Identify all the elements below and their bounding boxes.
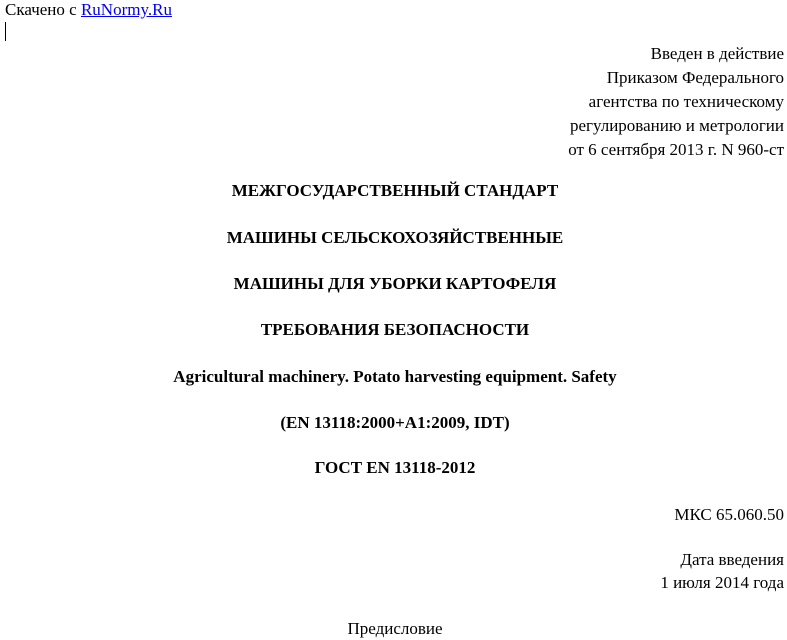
source-prefix: Скачено с <box>5 0 81 19</box>
equivalence-note: (EN 13118:2000+A1:2009, IDT) <box>280 413 510 432</box>
foreword-heading: Предисловие <box>347 619 443 638</box>
intro-line: от 6 сентября 2013 г. N 960-ст <box>568 140 784 159</box>
source-line <box>5 0 172 20</box>
intro-line: Введен в действие <box>650 44 784 63</box>
intro-line: агентства по техническому <box>588 92 784 111</box>
source-link[interactable]: RuNormy.Ru <box>80 0 172 19</box>
title-line-1: МАШИНЫ СЕЛЬСКОХОЗЯЙСТВЕННЫЕ <box>226 228 564 247</box>
text-cursor <box>5 22 6 41</box>
standard-designation: ГОСТ EN 13118-2012 <box>314 458 476 477</box>
standard-type-heading: МЕЖГОСУДАРСТВЕННЫЙ СТАНДАРТ <box>231 181 559 200</box>
effective-date-value: 1 июля 2014 года <box>660 573 784 592</box>
title-line-2: МАШИНЫ ДЛЯ УБОРКИ КАРТОФЕЛЯ <box>233 274 557 293</box>
title-line-3: ТРЕБОВАНИЯ БЕЗОПАСНОСТИ <box>260 320 530 339</box>
mks-code: МКС 65.060.50 <box>674 505 784 524</box>
intro-block <box>568 42 784 162</box>
intro-line: регулированию и метрологии <box>569 116 784 135</box>
intro-line: Приказом Федерального <box>606 68 784 87</box>
english-title: Agricultural machinery. Potato harvesting equipment. Safety <box>173 367 617 386</box>
effective-date-label: Дата введения <box>680 550 784 569</box>
